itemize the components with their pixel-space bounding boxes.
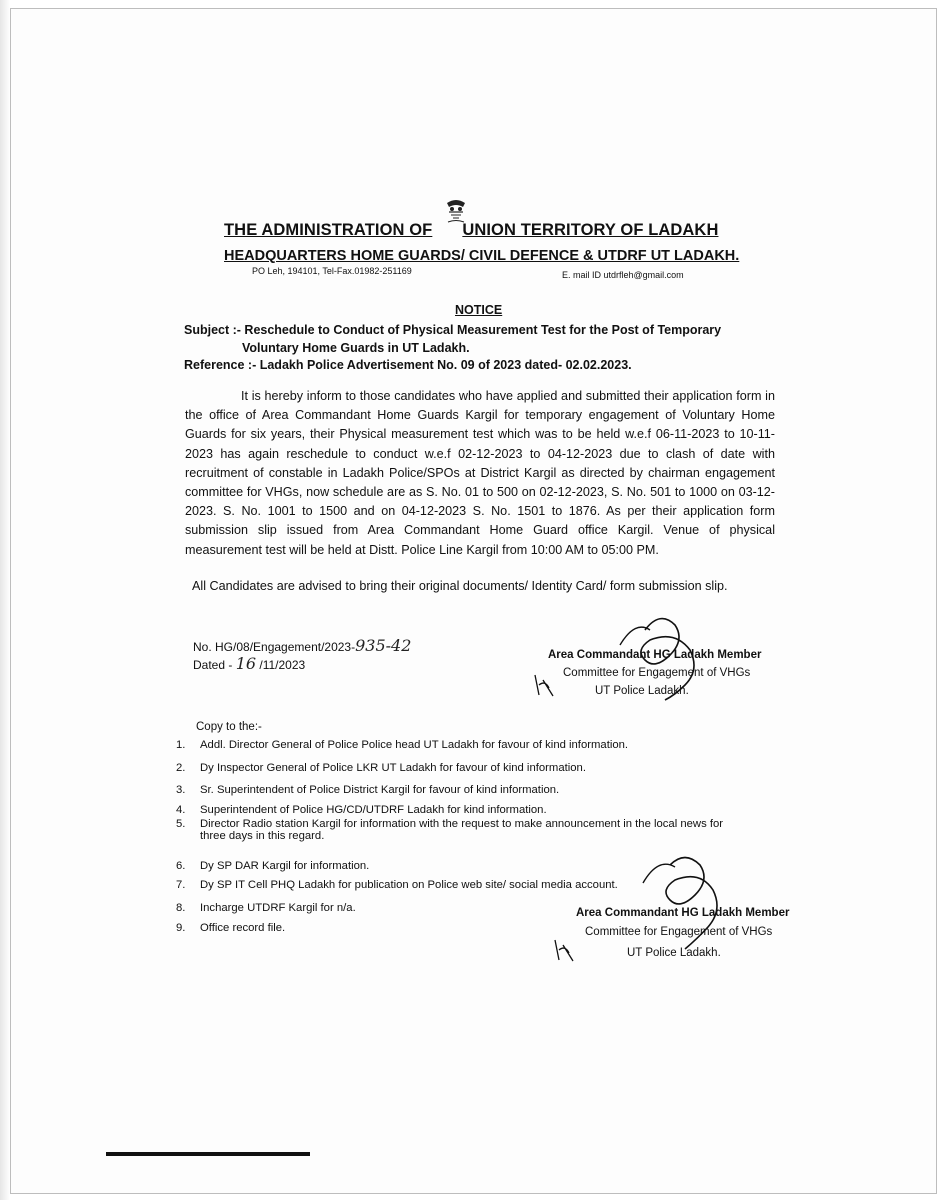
notice-subject bbox=[184, 321, 744, 357]
order-date-prefix: Dated - bbox=[193, 658, 236, 672]
bottom-rule bbox=[106, 1152, 310, 1156]
copy-item-number: 2. bbox=[176, 762, 186, 774]
signature-1-line-3: UT Police Ladakh. bbox=[595, 685, 689, 697]
copy-item-text: Addl. Director General of Police Police head UT Ladakh for favour of kind information. bbox=[200, 739, 629, 751]
notice-title: NOTICE bbox=[455, 303, 503, 317]
copy-item-5 bbox=[176, 818, 723, 842]
copy-item-text: Superintendent of Police HG/CD/UTDRF Ladakh for kind information. bbox=[200, 804, 547, 816]
copy-item-text: Director Radio station Kargil for information with the request to make announcement in the local news for bbox=[200, 818, 724, 830]
notice-reference: Reference :- Ladakh Police Advertisement No. 09 of 2023 dated- 02.02.2023. bbox=[184, 358, 632, 372]
copy-item-9 bbox=[176, 922, 285, 934]
header-title-right: UNION TERRITORY OF LADAKH bbox=[462, 221, 719, 239]
copy-to-title: Copy to the:- bbox=[196, 721, 262, 733]
header-title-left: THE ADMINISTRATION OF bbox=[224, 221, 433, 239]
order-date-suffix: /11/2023 bbox=[256, 658, 306, 672]
copy-item-number: 7. bbox=[176, 879, 186, 891]
page-edge-shadow bbox=[0, 0, 10, 1200]
notice-body: It is hereby inform to those candidates who have applied and submitted their application form in the office of Area Commandant Home Guards Kargil for temporary engagement of Voluntary Home Guards for six years, their Physical measurement test which was to be held w.e.f 06-11-2023 to 10-11-2023 has again reschedule to conduct w.e.f 02-12-2023 to 04-12-2023 due to clash of date with recruitment of constable in Ladakh Police/SPOs at District Kargil as directed by chairman engagement committee for VHGs, now schedule are as S. No. 01 to 500 on 02-12-2023, S. No. 501 to 1000 on 03-12-2023. S. No. 1001 to 1500 and on 04-12-2023 S. No. 1501 to 1876. As per their application form submission slip issued from Area Commandant Home Guard office Kargil. Venue of physical measurement test will be held at Distt. Police Line Kargil from 10:00 AM to 05:00 PM. bbox=[185, 389, 775, 557]
copy-item-number: 5. bbox=[176, 818, 186, 830]
copy-item-2 bbox=[176, 762, 586, 774]
copy-item-number: 9. bbox=[176, 922, 186, 934]
copy-item-8 bbox=[176, 902, 356, 914]
subject-line-2: Voluntary Home Guards in UT Ladakh. bbox=[242, 341, 470, 355]
copy-item-number: 8. bbox=[176, 902, 186, 914]
header-title bbox=[224, 221, 718, 240]
copy-item-number: 3. bbox=[176, 784, 186, 796]
header-subtitle: HEADQUARTERS HOME GUARDS/ CIVIL DEFENCE & UTDRF UT LADAKH. bbox=[224, 248, 740, 264]
copy-item-1 bbox=[176, 739, 628, 751]
copy-item-number: 6. bbox=[176, 860, 186, 872]
copy-item-number: 1. bbox=[176, 739, 186, 751]
signature-1-line-2: Committee for Engagement of VHGs bbox=[563, 667, 751, 679]
copy-item-text: Sr. Superintendent of Police District Kargil for favour of kind information. bbox=[200, 784, 560, 796]
header-email: E. mail ID utdrfleh@gmail.com bbox=[562, 270, 684, 280]
copy-item-continuation: three days in this regard. bbox=[200, 830, 325, 842]
copy-item-4 bbox=[176, 804, 547, 816]
signature-2-line-2: Committee for Engagement of VHGs bbox=[585, 926, 773, 938]
copy-item-3 bbox=[176, 784, 559, 796]
copy-item-text: Dy SP IT Cell PHQ Ladakh for publication on Police web site/ social media account. bbox=[200, 879, 618, 891]
signature-2-line-3: UT Police Ladakh. bbox=[627, 947, 721, 959]
document-page bbox=[10, 8, 937, 1194]
order-number-prefix: No. HG/08/Engagement/2023- bbox=[193, 640, 356, 654]
order-number bbox=[193, 636, 411, 655]
copy-item-text: Office record file. bbox=[200, 922, 286, 934]
order-date bbox=[193, 654, 305, 673]
copy-item-text: Dy Inspector General of Police LKR UT Ladakh for favour of kind information. bbox=[200, 762, 586, 774]
order-number-handwritten: 935-42 bbox=[355, 636, 412, 655]
signature-2-line-1: Area Commandant HG Ladakh Member bbox=[576, 907, 790, 919]
copy-item-number: 4. bbox=[176, 804, 186, 816]
copy-item-text: Incharge UTDRF Kargil for n/a. bbox=[200, 902, 356, 914]
signature-1-line-1: Area Commandant HG Ladakh Member bbox=[548, 649, 762, 661]
copy-item-6 bbox=[176, 860, 369, 872]
notice-advise: All Candidates are advised to bring their original documents/ Identity Card/ form submission slip. bbox=[192, 579, 728, 593]
order-date-day: 16 bbox=[235, 654, 257, 673]
copy-item-text: Dy SP DAR Kargil for information. bbox=[200, 860, 370, 872]
header-po-address: PO Leh, 194101, Tel-Fax.01982-251169 bbox=[252, 266, 412, 276]
subject-line-1: Subject :- Reschedule to Conduct of Physical Measurement Test for the Post of Temporary bbox=[184, 323, 722, 337]
